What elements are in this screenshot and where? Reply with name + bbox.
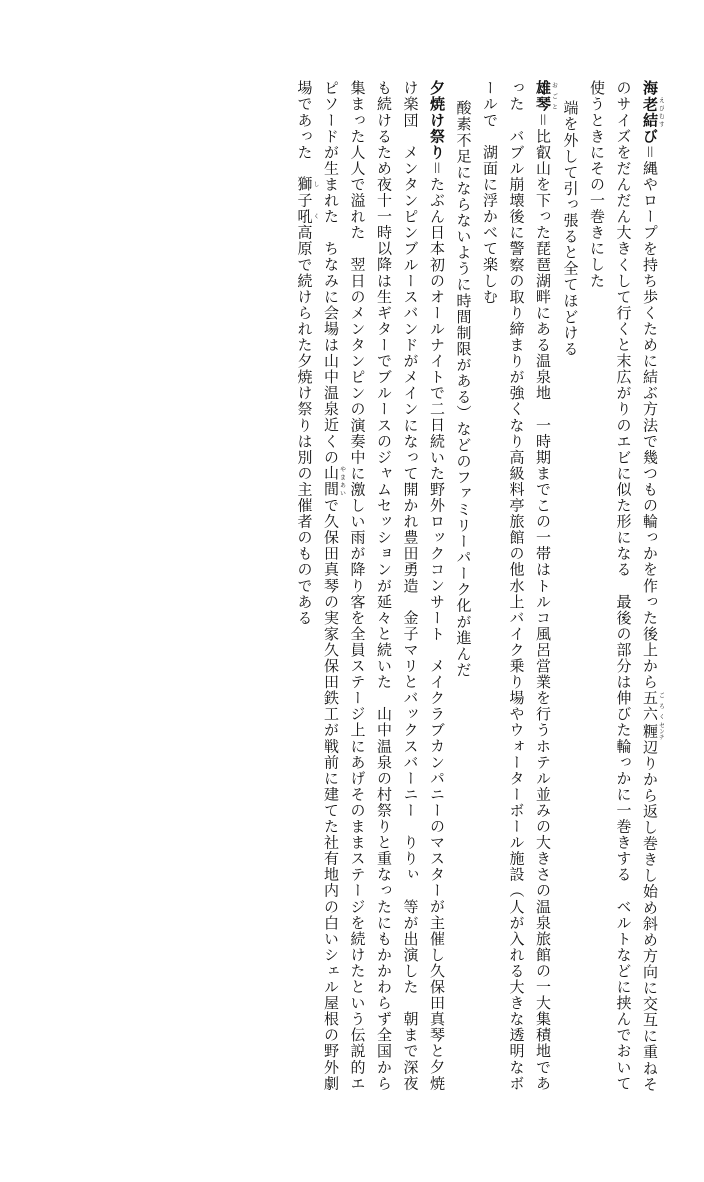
glossary-definition-ebimusubi-line1a: ＝縄やロープを持ち歩くために結ぶ方法で幾つもの輪っかを作った後上から [641,144,659,690]
glossary-definition-yuyakematsuri-line4: 演奏中に激しい雨が降り客を全員ステージ上にあげそのままステージを続けたという伝説的エピソードが生まれた ちなみに会場は山中温泉近くの山間やまあいで [322,80,367,1092]
glossary-definition-ogoto-line2: 壊後に警察の取り締まりが強くなり高級料亭旅館の他水上バイク乗り場やウォーターボール施設（人が入れる大きな透明なボールで 湖面に浮かべて楽しむ [481,80,526,1092]
glossary-term-yuyakematsuri: 夕焼け祭り [428,80,446,161]
glossary-definition-ebimusubi-line2: んだん大きくして行くと末広がりのエビに似た形になる 最後の部分は伸びた輪っかに一巻きする ベルトなどに挟んでおいて使うときにその一巻きにした [588,80,633,1092]
glossary-entry-ebimusubi [584,80,665,1100]
glossary-definition-yuyakematsuri-line5: 久保田真琴の実家久保田鉄工が戦前に建てた社有地内の白いシェル屋根の野外劇場であった 獅し子吼く高原で続けられた夕焼け祭りは別の主催者のものである [295,80,340,1092]
glossary-term-ebimusubi: 海老えび結むすび [641,80,664,145]
glossary-definition-ebimusubi-line3: 端を外して引っ張ると全てほどける [561,100,580,358]
glossary-text-block [24,80,664,1100]
glossary-definition-ogoto-line1: ＝比叡山を下った琵琶湖畔にある温泉地 一時期までこの一帯はトルコ風呂営業を行うホテル並みの大きさの温泉旅館の一大集積地であった バブル崩 [507,80,552,1092]
glossary-definition-yuyakematsuri-line3: ギターでブルースのジャムセッションが延々と続いた 山中温泉の村祭りと重なったにもかかわらず全国から集まった人人で溢れた 翌日のメンタンピンの [348,80,393,1092]
glossary-entry-ogoto [477,80,558,1100]
glossary-definition-ebimusubi-line1b: 辺りから返し巻きし始め斜め方向に交互に重ねそのサイズをだ [614,80,659,1093]
glossary-term-ogoto: 雄琴おごと [534,80,558,113]
glossary-definition-ogoto-line3: 酸素不足にならないように時間制限がある）などのファミリーパーク化が進んだ [454,100,473,679]
glossary-entry-yuyakematsuri [291,80,450,1100]
glossary-definition-yuyakematsuri-line2: ンピンブルースバンドがメインになって開かれ豊田勇造 金子マリとバックスバーニー りりぃ 等が出演した 朝まで深夜も続けるため夜十一時以降は生 [375,80,420,1092]
unit-ruby-gorokusenchi: 五六ごろく糎センチ [641,689,664,741]
glossary-definition-yuyakematsuri-line1: ＝たぶん日本初のオールナイトで二日続いた野外ロックコンサート メイクラブカンパニーのマスターが主催し久保田真琴と夕焼け楽団 メンタ [401,80,446,1092]
